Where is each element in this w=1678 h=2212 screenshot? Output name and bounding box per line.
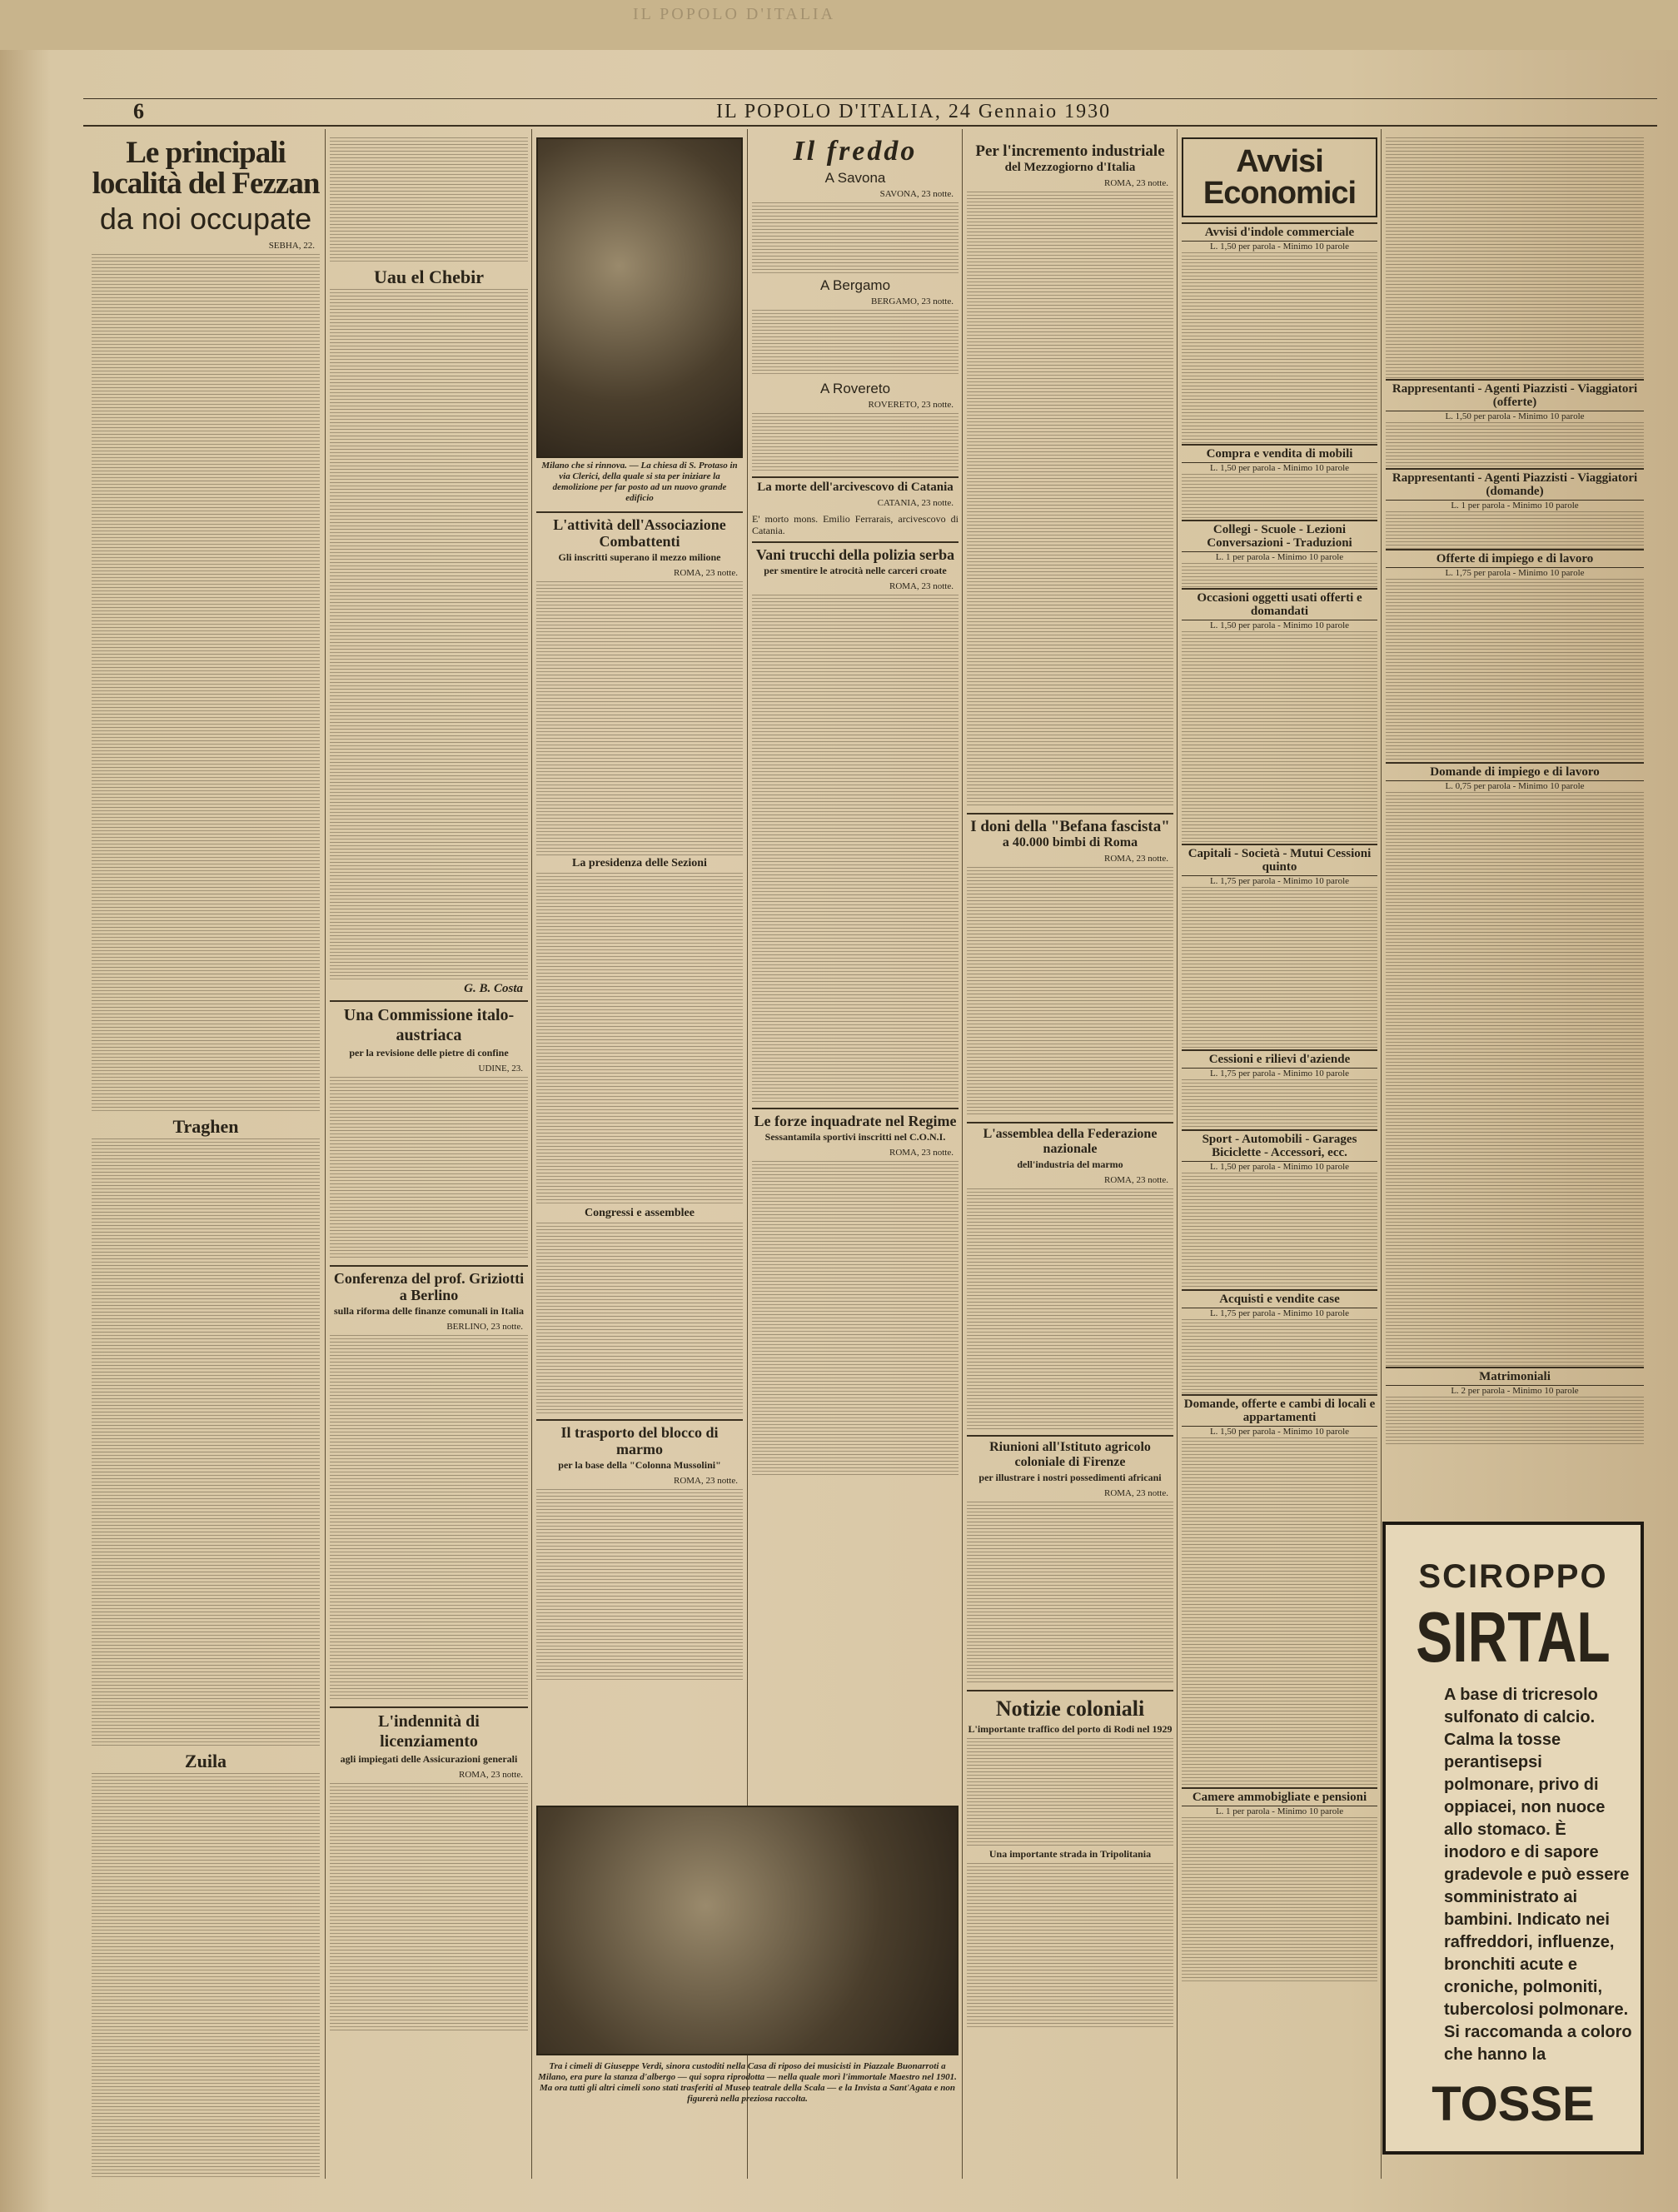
article-text [752,413,959,471]
article-text [330,1783,528,2033]
ad-section-rate: L. 1,75 per parola - Minimo 10 parole [1209,1308,1350,1318]
section-rovereto: A Rovereto [819,381,891,396]
ad-section-rate: L. 1,50 per parola - Minimo 10 parole [1209,242,1350,252]
dateline: ROMA, 23 notte. [1104,1175,1168,1185]
article-text [967,867,1173,1117]
top-band [0,0,1678,50]
ad-section-rate: L. 1,50 per parola - Minimo 10 parole [1209,620,1350,630]
ad-section-rate: L. 1,50 per parola - Minimo 10 parole [1209,1427,1350,1437]
ad-text [1386,579,1644,762]
ad-text [1386,1397,1644,1447]
ad-section-heading: Avvisi d'indole commerciale [1182,222,1377,242]
photo-caption-verdi: Tra i cimeli di Giuseppe Verdi, sinora custoditi nella Casa di riposo dei musicisti in Piazzale Buonarroti a Milano, era pure la stanza d'albergo — qui sopra riprodotta — nella quale morì l'immortale Maestro nel 1901. Ma ora tutti gli altri cimeli sono stati trasferiti al Museo teatrale della Scala — e la Invista a Sant'Agata e non figurerà nella preziosa raccolta. [538,2061,957,2104]
section-congressi: Congressi e assemblee [585,1207,695,1219]
headline-fezzan-sub: da noi occupate [99,202,312,236]
article-text [330,1335,528,1701]
dateline: SAVONA, 23 notte. [879,189,954,199]
section-bergamo: A Bergamo [819,277,891,293]
column-rule [325,129,326,2179]
ad-section-rate: L. 1 per parola - Minimo 10 parole [1215,1806,1344,1816]
ad-section-rate: L. 1 per parola - Minimo 10 parole [1215,552,1344,562]
ad-text [1386,511,1644,549]
article-text [967,192,1173,808]
article-text [92,1138,320,1746]
article-text [536,1223,743,1414]
ad-section-rate: L. 2 per parola - Minimo 10 parole [1451,1386,1579,1396]
photo-caption: Milano che si rinnova. — La chiesa di S. Protaso in via Clerici, della quale si sta per iniziare la demolizione per far posto ad un nuovo grande edificio [541,461,738,503]
ad-text [1182,474,1377,520]
dateline: ROMA, 23 notte. [1104,178,1168,188]
article-text [330,1077,528,1260]
headline-incremento: Per l'incremento industriale [975,142,1165,160]
ad-section-rate: L. 1,50 per parola - Minimo 10 parole [1445,411,1585,421]
column-rule [962,129,963,2179]
column-5 [967,137,1173,2178]
ad-text [1182,1437,1377,1787]
section-presidenza: La presidenza delle Sezioni [572,857,707,869]
ad-text [1182,563,1377,588]
ad-section-heading: Camere ammobigliate e pensioni [1182,1787,1377,1806]
article-text [967,1188,1173,1430]
dateline: BERGAMO, 23 notte. [871,296,954,306]
ad-section-rate: L. 1,50 per parola - Minimo 10 parole [1209,1162,1350,1172]
subhead-marmo: dell'industria del marmo [1017,1158,1123,1170]
ad-section-heading: Compra e vendita di mobili [1182,444,1377,463]
dateline: ROMA, 23 notte. [889,581,954,591]
headline-forze: Le forze inquadrate nel Regime [752,1108,959,1129]
column-fezzan [92,137,320,2178]
masthead: IL POPOLO D'ITALIA, 24 Gennaio 1930 [716,101,1112,122]
dateline: ROMA, 23 notte. [1104,1488,1168,1498]
ad-text [1386,792,1644,1367]
ad-section-rate: L. 1 per parola - Minimo 10 parole [1451,501,1579,511]
subhead-incremento: del Mezzogiorno d'Italia [1004,161,1136,174]
dateline: ROMA, 23 notte. [1104,854,1168,864]
article-text [967,1863,1173,2030]
headline-fezzan: Le principali località del Fezzan [92,137,320,201]
headline-catania: La morte dell'arcivescovo di Catania [752,476,959,495]
sirtal-bottom: TOSSE [1432,2077,1595,2131]
dateline: ROMA, 23 notte. [674,1476,738,1486]
ad-text [1182,1173,1377,1289]
ad-section-heading: Acquisti e vendite case [1182,1289,1377,1308]
article-text [752,310,959,376]
column-avvisi-2 [1386,137,1644,1512]
ad-section-rate: L. 0,75 per parola - Minimo 10 parole [1445,781,1585,791]
ad-text [1182,1319,1377,1394]
article-text [92,254,320,1112]
signature: G. B. Costa [464,982,523,995]
dateline: ROMA, 23 notte. [674,568,738,578]
ad-section-heading: Collegi - Scuole - Lezioni Conversazioni - Traduzioni [1182,520,1377,552]
ad-section-rate: L. 1,75 per parola - Minimo 10 parole [1445,568,1585,578]
article-text [967,1502,1173,1685]
ghost-bleed-text: IL POPOLO D'ITALIA [633,5,836,23]
ad-text [1182,252,1377,444]
headline-firenze: Riunioni all'Istituto agricolo coloniale di Firenze [967,1435,1173,1470]
page-number: 6 [133,99,144,123]
ad-section-heading: Matrimoniali [1386,1367,1644,1386]
ad-section-rate: L. 1,50 per parola - Minimo 10 parole [1209,463,1350,473]
ad-section-heading: Sport - Automobili - Garages Biciclette - Accessori, ecc. [1182,1129,1377,1162]
subhead-forze: Sessantamila sportivi inscritti nel C.O.N.I. [764,1131,946,1143]
ad-section-heading: Rappresentanti - Agenti Piazzisti - Viaggiatori (offerte) [1386,379,1644,411]
section-uau: Uau el Chebir [374,267,484,287]
sirtal-advertisement [1382,1522,1644,2155]
article-text [92,1773,320,2178]
article-text [330,137,528,262]
subhead-commissione: per la revisione delle pietre di confine [349,1047,509,1059]
column-rule [1381,129,1382,2179]
dateline: ROMA, 23 notte. [889,1148,954,1158]
ad-text [1182,887,1377,1049]
subhead-polizia-serba: per smentire le atrocità nelle carceri croate [764,565,947,576]
ad-section-heading: Occasioni oggetti usati offerti e domandati [1182,588,1377,620]
ad-section-heading: Domande di impiego e di lavoro [1386,762,1644,781]
dateline: ROVERETO, 23 notte. [868,400,954,410]
article-text [752,595,959,1103]
column-rule [531,129,532,2179]
dateline: CATANIA, 23 notte. [877,498,954,508]
subhead-combattenti: Gli inscritti superano il mezzo milione [558,551,721,563]
subhead-griziotti: sulla riforma delle finanze comunali in Italia [334,1305,524,1317]
subhead-indennita: agli impiegati delle Assicurazioni generali [340,1753,518,1765]
sirtal-top: SCIROPPO [1418,1558,1608,1595]
ad-section-heading: Rappresentanti - Agenti Piazzisti - Viaggiatori (domande) [1386,468,1644,501]
article-text [536,873,743,1206]
headline-griziotti: Conferenza del prof. Griziotti a Berlino [330,1265,528,1303]
ad-section-heading: Offerte di impiego e di lavoro [1386,549,1644,568]
ad-section-heading: Capitali - Società - Mutui Cessioni quinto [1182,844,1377,876]
dateline: UDINE, 23. [478,1064,523,1074]
subhead-rodi: L'importante traffico del porto di Rodi nel 1929 [968,1723,1173,1735]
article-text [752,202,959,273]
headline-commissione: Una Commissione italo-austriaca [330,1000,528,1045]
dateline: SEBHA, 22. [268,241,315,251]
headline-notizie-coloniali: Notizie coloniali [967,1690,1173,1721]
section-traghen: Traghen [172,1116,239,1137]
catania-text: E' morto mons. Emilio Ferrarais, arcivescovo di Catania. [752,513,959,536]
column-3 [536,137,743,1803]
ad-section-rate: L. 1,75 per parola - Minimo 10 parole [1209,876,1350,886]
headline-avvisi: Avvisi Economici [1182,137,1377,217]
page-header [83,98,1657,127]
headline-freddo: Il freddo [793,137,918,167]
article-text [536,1489,743,1681]
article-text [536,581,743,856]
ad-section-rate: L. 1,75 per parola - Minimo 10 parole [1209,1069,1350,1079]
ad-text [1182,631,1377,844]
headline-combattenti: L'attività dell'Associazione Combattenti [536,511,743,550]
sirtal-body: A base di tricresolo sulfonato di calcio. Calma la tosse perantisepsi polmonare, privo di oppiacei, non nuoce allo stomaco. È inodoro e di sapore gradevole e può essere somministrato ai bambini. Indicato nei raffreddori, influenze, bronchiti acute e croniche, polmoniti, tubercolosi polmonare. Si raccomanda a coloro che hanno la [1444,1686,1632,2064]
column-rule [1177,129,1178,2179]
headline-marmo: L'assemblea della Federazione nazionale [967,1122,1173,1157]
column-2 [330,137,528,2178]
photo-chiesa-san-protaso [536,137,743,458]
subhead-trasporto: per la base della "Colonna Mussolini" [558,1459,721,1471]
dateline: ROMA, 23 notte. [459,1770,523,1780]
headline-polizia-serba: Vani trucchi della polizia serba [752,541,959,563]
ad-section-heading: Cessioni e rilievi d'aziende [1182,1049,1377,1069]
article-text [752,1161,959,1477]
section-zuila: Zuila [184,1751,227,1771]
ad-text [1182,1817,1377,1984]
article-text [330,289,528,980]
ad-text [1386,137,1644,379]
section-savona: A Savona [824,170,886,186]
ad-text [1182,1079,1377,1129]
headline-trasporto: Il trasporto del blocco di marmo [536,1419,743,1457]
dateline: BERLINO, 23 notte. [446,1322,523,1332]
column-avvisi [1182,137,1377,2178]
headline-indennita: L'indennità di licenziamento [330,1706,528,1751]
headline-befana: I doni della "Befana fascista" [967,813,1173,835]
photo-stanza-verdi [536,1806,959,2055]
subhead-firenze: per illustrare i nostri possedimenti africani [978,1472,1162,1483]
column-4 [752,137,959,1803]
subhead-befana: a 40.000 bimbi di Roma [1002,835,1138,849]
article-text [967,1738,1173,1846]
ad-section-heading: Domande, offerte e cambi di locali e appartamenti [1182,1394,1377,1427]
ad-text [1386,422,1644,468]
subhead-strada: Una importante strada in Tripolitania [988,1848,1152,1860]
sirtal-brand: SIRTAL [1416,1596,1611,1677]
